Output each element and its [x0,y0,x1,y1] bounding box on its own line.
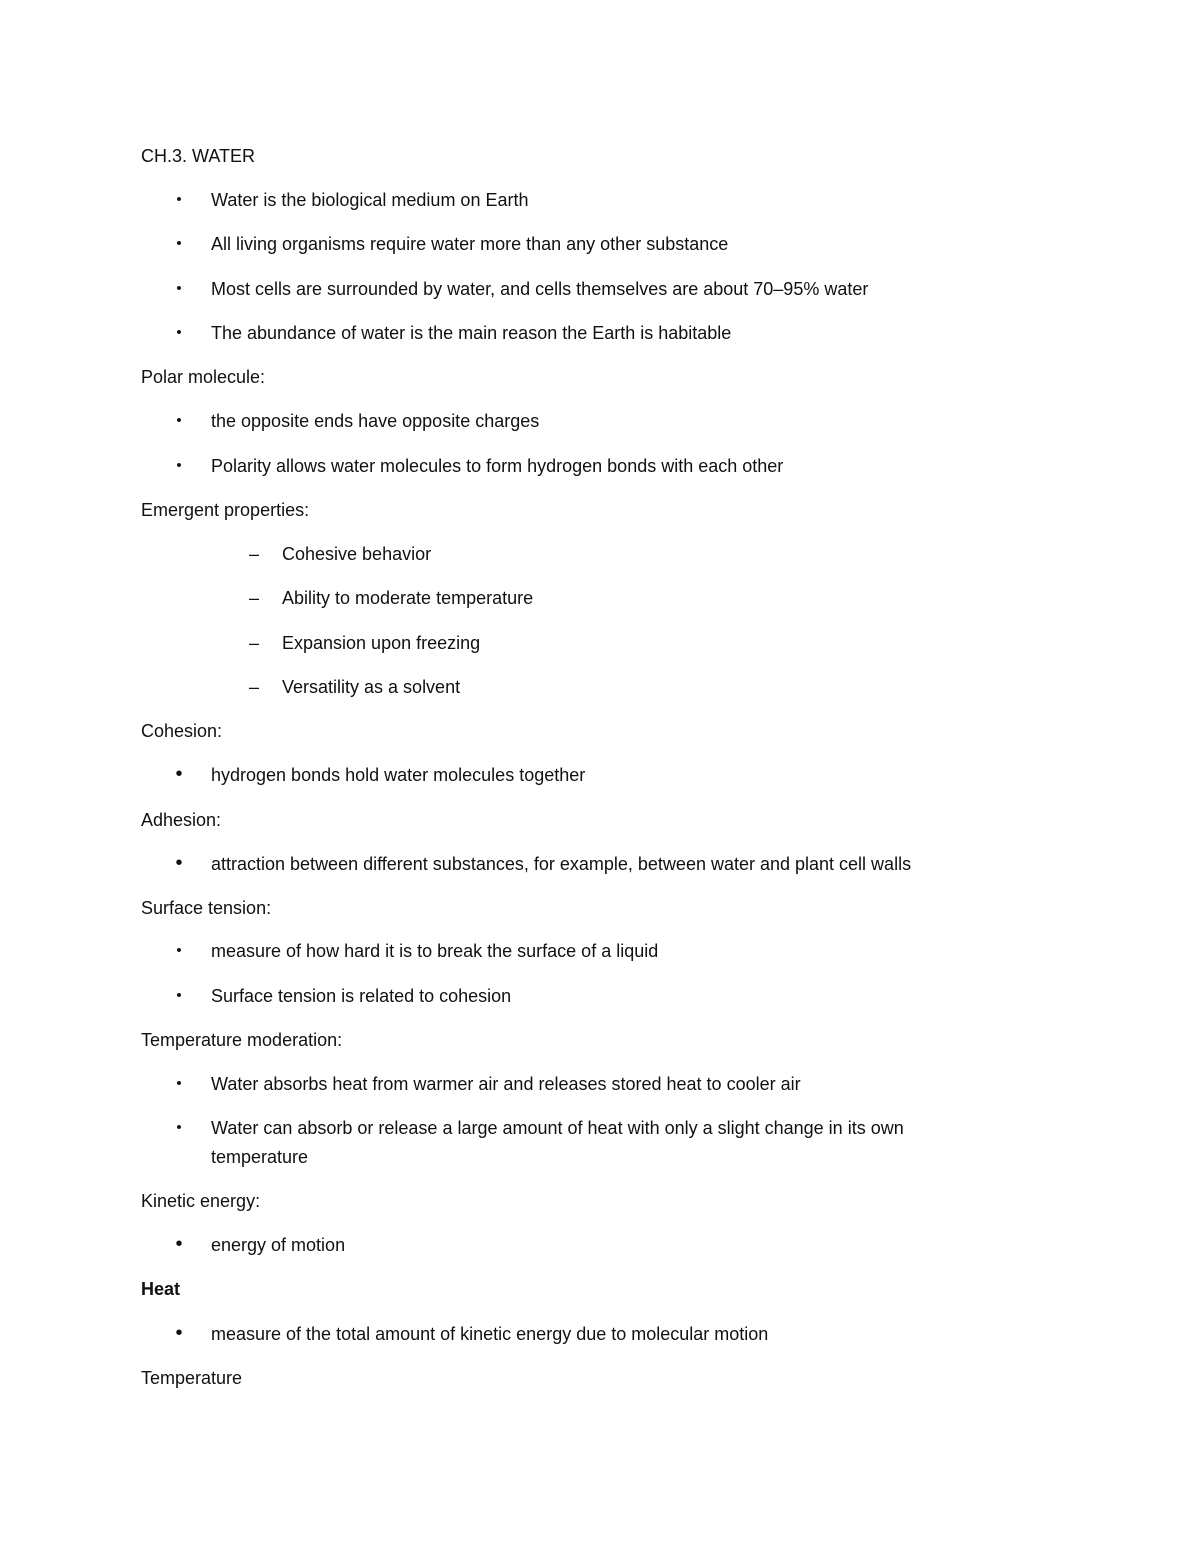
list-item: Versatility as a solvent [282,677,461,697]
list-item: Most cells are surrounded by water, and cells themselves are about 70–95% water [211,279,869,299]
bullet-icon: • [176,942,182,959]
bullet-icon: • [176,457,182,474]
list-item: the opposite ends have opposite charges [211,411,540,431]
list-item: Water absorbs heat from warmer air and releases stored heat to cooler air [211,1074,801,1094]
section-heading: Temperature moderation: [141,1030,343,1050]
bullet-icon: • [175,763,183,785]
bullet-icon: • [176,1075,182,1092]
list-item: energy of motion [211,1235,346,1255]
section-heading: Emergent properties: [141,500,310,520]
list-item: Expansion upon freezing [282,633,481,653]
list-item: measure of the total amount of kinetic energy due to molecular motion [211,1324,769,1344]
list-item: attraction between different substances, for example, between water and plant cell walls [211,854,912,874]
list-item: Surface tension is related to cohesion [211,986,512,1006]
dash-icon: – [248,588,259,608]
section-heading: Surface tension: [141,898,272,918]
section-heading: Heat [141,1279,181,1299]
bullet-icon: • [175,1233,183,1255]
bullet-icon: • [176,987,182,1004]
section-heading: Cohesion: [141,721,223,741]
bullet-icon: • [176,324,182,341]
dash-icon: – [248,544,259,564]
list-item: All living organisms require water more than any other substance [211,234,729,254]
section-heading: Adhesion: [141,810,222,830]
list-item-continuation: temperature [211,1147,309,1167]
bullet-icon: • [176,235,182,252]
list-item: Polarity allows water molecules to form hydrogen bonds with each other [211,456,784,476]
bullet-icon: • [176,280,182,297]
list-item: Ability to moderate temperature [282,588,534,608]
page-title: CH.3. WATER [141,146,256,166]
bullet-icon: • [176,1119,182,1136]
list-item: Water can absorb or release a large amount of heat with only a slight change in its own [211,1118,904,1138]
bullet-icon: • [175,1322,183,1344]
bullet-icon: • [176,191,182,208]
bullet-icon: • [176,412,182,429]
bullet-icon: • [175,852,183,874]
list-item: measure of how hard it is to break the surface of a liquid [211,941,659,961]
list-item: Cohesive behavior [282,544,432,564]
list-item: hydrogen bonds hold water molecules together [211,765,586,785]
section-heading: Temperature [141,1368,243,1388]
dash-icon: – [248,633,259,653]
section-heading: Kinetic energy: [141,1191,261,1211]
dash-icon: – [248,677,259,697]
list-item: Water is the biological medium on Earth [211,190,529,210]
section-heading: Polar molecule: [141,367,266,387]
list-item: The abundance of water is the main reason the Earth is habitable [211,323,732,343]
